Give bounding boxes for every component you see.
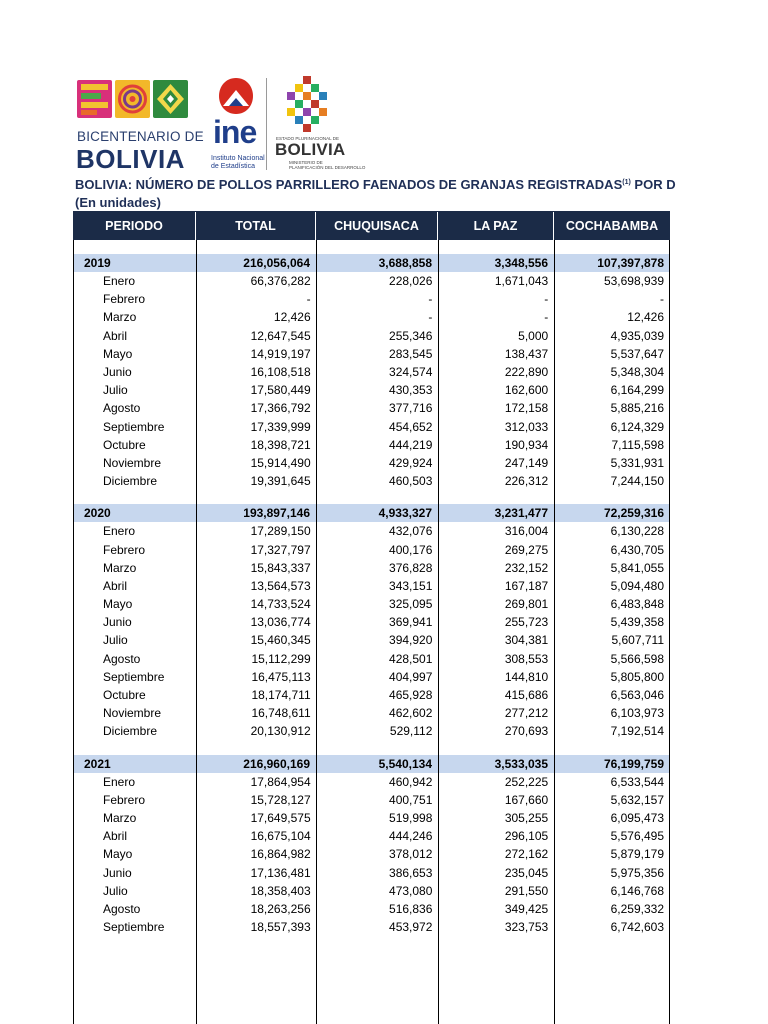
month-total: 12,426 (273, 310, 311, 325)
month-total: 16,675,104 (250, 829, 311, 844)
estado-text-line2: BOLIVIA (275, 140, 346, 159)
column-header-cochabamba: COCHABAMBA (565, 219, 659, 233)
month-total: - (306, 292, 311, 307)
table-body (73, 240, 670, 1024)
month-cochabamba: 7,244,150 (610, 474, 664, 489)
column-rule (438, 240, 439, 1024)
year-la-paz: 3,533,035 (439, 755, 554, 773)
year-spacer (74, 490, 670, 504)
table-title-note-mark: (1) (622, 179, 631, 186)
month-label: Junio (103, 615, 132, 630)
ine-wordmark: ine (213, 114, 257, 150)
year-cochabamba: 72,259,316 (555, 504, 670, 522)
month-label: Enero (103, 524, 136, 539)
month-label: Febrero (103, 292, 146, 307)
month-total: 13,564,573 (250, 578, 311, 593)
data-table (73, 211, 670, 1024)
month-la-paz: 277,212 (504, 706, 549, 721)
month-chuquisaca: 377,716 (389, 401, 433, 416)
month-cochabamba: 12,426 (627, 310, 664, 325)
table-row (74, 290, 670, 308)
month-label: Marzo (103, 560, 137, 575)
month-total: 15,112,299 (251, 651, 311, 666)
month-label: Junio (103, 365, 132, 380)
month-label: Mayo (103, 597, 133, 612)
month-cochabamba: 6,095,473 (610, 810, 664, 825)
month-total: 18,557,393 (250, 920, 311, 935)
month-cochabamba: 5,576,495 (610, 829, 664, 844)
month-chuquisaca: 430,353 (389, 383, 433, 398)
estado-text-line1: ESTADO PLURINACIONAL DE (276, 136, 340, 141)
month-cochabamba: - (660, 292, 664, 307)
month-label: Enero (103, 774, 136, 789)
month-la-paz: 272,162 (504, 847, 549, 862)
table-row (74, 809, 670, 827)
month-chuquisaca: 324,574 (389, 365, 433, 380)
ine-subtitle-line2: de Estadística (211, 163, 255, 170)
year-summary-row (74, 755, 670, 773)
column-rule (554, 240, 555, 1024)
year-chuquisaca: 3,688,858 (317, 254, 438, 272)
month-cochabamba: 5,805,800 (610, 669, 664, 684)
month-chuquisaca: 460,503 (389, 474, 433, 489)
table-row (74, 613, 670, 631)
month-label: Noviembre (103, 706, 162, 721)
month-label: Septiembre (103, 920, 165, 935)
month-la-paz: 144,810 (504, 669, 549, 684)
table-row (74, 631, 670, 649)
month-label: Marzo (103, 810, 137, 825)
month-la-paz: 252,225 (504, 774, 549, 789)
month-chuquisaca: 432,076 (389, 524, 433, 539)
month-la-paz: 304,381 (504, 633, 549, 648)
bicentenario-tile-pink (77, 80, 112, 118)
month-total: 17,289,150 (250, 524, 311, 539)
month-la-paz: 138,437 (504, 346, 549, 361)
month-cochabamba: 5,879,179 (610, 847, 664, 862)
month-chuquisaca: 444,219 (389, 437, 433, 452)
table-row (74, 918, 670, 936)
month-chuquisaca: 400,751 (389, 792, 433, 807)
month-cochabamba: 53,698,939 (603, 274, 664, 289)
year-chuquisaca: 4,933,327 (317, 504, 438, 522)
month-la-paz: 1,671,043 (494, 274, 549, 289)
month-cochabamba: 5,841,055 (610, 560, 664, 575)
month-la-paz: 190,934 (504, 437, 549, 452)
table-row (74, 454, 670, 472)
column-header-chuquisaca: CHUQUISACA (316, 212, 438, 240)
table-row (74, 595, 670, 613)
month-chuquisaca: 386,653 (389, 865, 433, 880)
month-cochabamba: 5,566,598 (610, 651, 664, 666)
month-cochabamba: 5,975,356 (610, 865, 664, 880)
month-chuquisaca: 453,972 (389, 920, 433, 935)
month-la-paz: 247,149 (504, 455, 549, 470)
month-total: 66,376,282 (250, 274, 311, 289)
month-cochabamba: 6,483,848 (610, 597, 664, 612)
month-cochabamba: 4,935,039 (610, 328, 664, 343)
year-total: 216,960,169 (197, 755, 316, 773)
bicentenario-tile-yellow (115, 80, 150, 118)
column-header-total: TOTAL (196, 212, 316, 240)
month-chuquisaca: 516,836 (389, 901, 433, 916)
month-cochabamba: 5,885,216 (610, 401, 664, 416)
month-label: Septiembre (103, 419, 165, 434)
month-la-paz: 305,255 (504, 810, 549, 825)
month-la-paz: 226,312 (504, 474, 549, 489)
month-la-paz: 232,152 (504, 560, 549, 575)
month-chuquisaca: 429,924 (389, 455, 433, 470)
month-cochabamba: 6,130,228 (610, 524, 664, 539)
month-total: 18,263,256 (250, 901, 311, 916)
table-row (74, 472, 670, 490)
month-total: 16,748,611 (251, 706, 311, 721)
month-label: Marzo (103, 310, 137, 325)
month-cochabamba: 6,124,329 (610, 419, 664, 434)
table-row (74, 845, 670, 863)
header-logos (77, 76, 377, 174)
year-total: 216,056,064 (197, 254, 316, 272)
table-header (73, 211, 670, 240)
table-row (74, 686, 670, 704)
month-chuquisaca: 255,346 (389, 328, 433, 343)
month-chuquisaca: 462,602 (389, 706, 433, 721)
month-cochabamba: 5,632,157 (610, 792, 664, 807)
month-cochabamba: 5,348,304 (610, 365, 664, 380)
month-la-paz: - (544, 310, 549, 325)
ine-emblem-icon (217, 76, 255, 116)
month-chuquisaca: 394,920 (389, 633, 433, 648)
table-row (74, 704, 670, 722)
month-chuquisaca: 376,828 (389, 560, 433, 575)
estado-text-line3b: PLANIFICACIÓN DEL DESARROLLO (289, 165, 366, 170)
month-cochabamba: 6,430,705 (610, 542, 664, 557)
month-label: Agosto (103, 901, 141, 916)
month-total: 17,366,792 (250, 401, 311, 416)
bicentenario-text-line1: BICENTENARIO DE (77, 129, 204, 144)
month-la-paz: 415,686 (504, 688, 549, 703)
month-chuquisaca: 454,652 (389, 419, 433, 434)
table-row (74, 882, 670, 900)
estado-text-line3 (289, 160, 365, 170)
month-total: 15,728,127 (250, 792, 311, 807)
year-cochabamba: 107,397,878 (555, 254, 670, 272)
month-cochabamba: 6,742,603 (610, 920, 664, 935)
year-label: 2019 (74, 254, 196, 272)
table-row (74, 522, 670, 540)
month-chuquisaca: 529,112 (389, 724, 433, 739)
ine-subtitle-line1: Instituto Nacional (211, 155, 265, 162)
month-chuquisaca: - (428, 292, 433, 307)
month-total: 16,108,518 (250, 365, 311, 380)
bicentenario-text-line2: BOLIVIA (76, 144, 185, 174)
year-spacer (74, 240, 670, 254)
month-label: Noviembre (103, 455, 162, 470)
month-cochabamba: 5,607,711 (611, 633, 664, 648)
month-total: 15,460,345 (250, 633, 311, 648)
table-row (74, 399, 670, 417)
month-cochabamba: 7,115,598 (611, 437, 664, 452)
month-label: Octubre (103, 437, 146, 452)
logo-divider (266, 78, 267, 170)
estado-emblem-icon (283, 76, 333, 132)
ine-logo (210, 76, 270, 172)
month-cochabamba: 5,094,480 (610, 578, 664, 593)
month-cochabamba: 5,537,647 (610, 346, 664, 361)
month-total: 20,130,912 (250, 724, 311, 739)
table-title (75, 177, 768, 192)
column-rule (196, 240, 197, 1024)
month-label: Agosto (103, 651, 141, 666)
month-total: 18,174,711 (251, 688, 311, 703)
month-la-paz: 312,033 (504, 419, 549, 434)
month-chuquisaca: 444,246 (389, 829, 433, 844)
month-total: 14,919,197 (250, 346, 311, 361)
month-label: Octubre (103, 688, 146, 703)
table-row (74, 650, 670, 668)
month-la-paz: 172,158 (504, 401, 549, 416)
year-label: 2021 (74, 755, 196, 773)
month-la-paz: 162,600 (504, 383, 549, 398)
estado-plurinacional-logo (275, 76, 366, 174)
table-row (74, 900, 670, 918)
year-cochabamba: 76,199,759 (555, 755, 670, 773)
table-row (74, 436, 670, 454)
table-row (74, 381, 670, 399)
table-row (74, 559, 670, 577)
month-total: 17,339,999 (250, 419, 311, 434)
month-label: Julio (103, 883, 128, 898)
table-row (74, 327, 670, 345)
table-row (74, 272, 670, 290)
year-summary-row (74, 254, 670, 272)
month-label: Julio (103, 383, 128, 398)
month-label: Abril (103, 328, 128, 343)
month-cochabamba: 6,533,544 (610, 774, 664, 789)
month-label: Agosto (103, 401, 141, 416)
month-chuquisaca: 465,928 (389, 688, 433, 703)
table-row (74, 668, 670, 686)
month-cochabamba: 6,103,973 (610, 706, 664, 721)
month-label: Diciembre (103, 474, 158, 489)
month-label: Abril (103, 578, 128, 593)
month-la-paz: 255,723 (504, 615, 549, 630)
month-chuquisaca: 228,026 (389, 274, 433, 289)
month-chuquisaca: - (428, 310, 433, 325)
month-chuquisaca: 428,501 (389, 651, 433, 666)
month-la-paz: - (544, 292, 549, 307)
month-chuquisaca: 460,942 (389, 774, 433, 789)
estado-text-line3a: MINISTERIO DE (289, 160, 323, 165)
bicentenario-tiles (77, 80, 192, 118)
column-rule (316, 240, 317, 1024)
month-chuquisaca: 325,095 (389, 597, 433, 612)
month-total: 15,914,490 (250, 455, 311, 470)
table-row (74, 577, 670, 595)
month-label: Mayo (103, 847, 133, 862)
ine-subtitle (211, 155, 265, 171)
month-la-paz: 235,045 (504, 865, 549, 880)
month-la-paz: 222,890 (504, 365, 549, 380)
month-la-paz: 296,105 (504, 829, 549, 844)
year-spacer (74, 741, 670, 755)
table-row (74, 791, 670, 809)
month-la-paz: 291,550 (504, 883, 549, 898)
month-label: Julio (103, 633, 128, 648)
year-la-paz: 3,348,556 (439, 254, 554, 272)
month-total: 18,398,721 (250, 437, 311, 452)
bicentenario-logo (76, 80, 204, 174)
month-total: 17,136,481 (250, 865, 311, 880)
month-chuquisaca: 378,012 (389, 847, 433, 862)
table-row (74, 863, 670, 881)
table-units: (En unidades) (75, 195, 161, 210)
month-total: 15,843,337 (250, 560, 311, 575)
table-row (74, 363, 670, 381)
table-row (74, 418, 670, 436)
table-title-main: BOLIVIA: NÚMERO DE POLLOS PARRILLERO FAENADOS DE GRANJAS REGISTRADAS (75, 177, 623, 192)
table-row (74, 773, 670, 791)
table-title-tail: POR D (630, 177, 676, 192)
table-row (74, 540, 670, 558)
month-cochabamba: 5,439,358 (610, 615, 664, 630)
column-rule (669, 240, 670, 1024)
month-label: Mayo (103, 346, 133, 361)
table-row (74, 722, 670, 740)
month-chuquisaca: 283,545 (389, 346, 433, 361)
month-chuquisaca: 473,080 (389, 883, 433, 898)
month-total: 17,864,954 (250, 774, 311, 789)
month-label: Enero (103, 274, 136, 289)
month-cochabamba: 6,164,299 (610, 383, 664, 398)
month-total: 14,733,524 (250, 597, 311, 612)
month-total: 19,391,645 (250, 474, 311, 489)
month-label: Junio (103, 865, 132, 880)
month-la-paz: 316,004 (504, 524, 549, 539)
month-total: 17,580,449 (250, 383, 311, 398)
year-la-paz: 3,231,477 (439, 504, 554, 522)
month-la-paz: 308,553 (504, 651, 549, 666)
month-cochabamba: 6,146,768 (610, 883, 664, 898)
month-label: Febrero (103, 792, 146, 807)
month-total: 13,036,774 (250, 615, 311, 630)
column-header-periodo: PERIODO (73, 212, 196, 240)
month-label: Abril (103, 829, 128, 844)
year-total: 193,897,146 (197, 504, 316, 522)
month-total: 16,475,113 (251, 669, 311, 684)
month-la-paz: 270,693 (504, 724, 549, 739)
month-la-paz: 269,801 (504, 597, 549, 612)
table-row (74, 345, 670, 363)
month-total: 17,649,575 (250, 810, 311, 825)
month-total: 17,327,797 (250, 542, 311, 557)
month-total: 16,864,982 (250, 847, 311, 862)
month-la-paz: 323,753 (504, 920, 549, 935)
month-label: Febrero (103, 542, 146, 557)
month-label: Diciembre (103, 724, 158, 739)
month-chuquisaca: 400,176 (389, 542, 433, 557)
month-total: 12,647,545 (250, 328, 311, 343)
month-chuquisaca: 343,151 (389, 578, 433, 593)
month-cochabamba: 7,192,514 (610, 724, 664, 739)
month-total: 18,358,403 (250, 883, 311, 898)
column-header-la-paz: LA PAZ (438, 212, 554, 240)
month-la-paz: 269,275 (504, 542, 549, 557)
month-la-paz: 349,425 (504, 901, 549, 916)
table-row (74, 827, 670, 845)
year-label: 2020 (74, 504, 196, 522)
year-chuquisaca: 5,540,134 (317, 755, 438, 773)
month-la-paz: 167,660 (504, 792, 549, 807)
month-cochabamba: 5,331,931 (610, 455, 664, 470)
month-la-paz: 167,187 (504, 578, 549, 593)
month-chuquisaca: 519,998 (389, 810, 433, 825)
month-cochabamba: 6,259,332 (610, 901, 664, 916)
month-la-paz: 5,000 (518, 328, 549, 343)
month-chuquisaca: 369,941 (389, 615, 433, 630)
table-row (74, 308, 670, 326)
month-label: Septiembre (103, 669, 165, 684)
month-cochabamba: 6,563,046 (610, 688, 664, 703)
month-chuquisaca: 404,997 (389, 669, 433, 684)
year-summary-row (74, 504, 670, 522)
bicentenario-tile-green (153, 80, 188, 118)
